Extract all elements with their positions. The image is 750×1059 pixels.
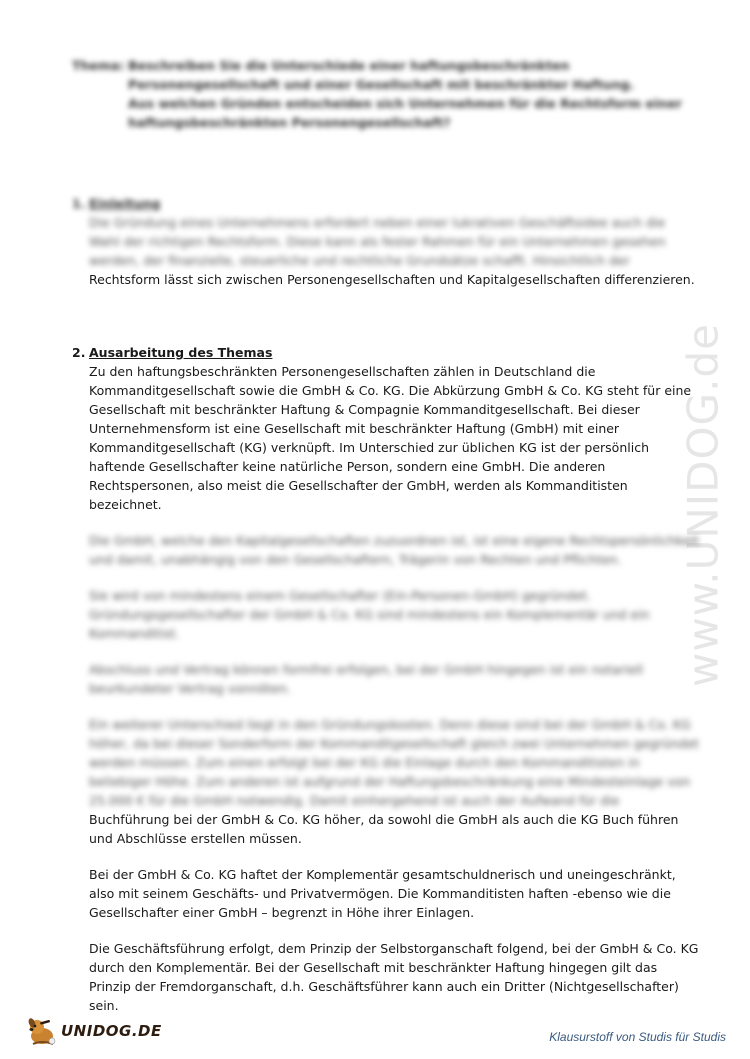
blurred-paragraph [89,586,692,643]
topic-line: Aus welchen Gründen entscheiden sich Unternehmen für die Rechtsform einer [128,96,682,111]
text-line: sein. [89,998,119,1013]
text-line: Buchführung bei der GmbH & Co. KG höher, da sowohl die GmbH als auch die KG Buch führen [89,812,679,827]
dog-mascot-icon [25,1014,59,1048]
blurred-line: Wahl der richtigen Rechtsform. Diese kann als fester Rahmen für ein Unternehmen gesehen [89,234,666,249]
blurred-line: Gründungsgesellschafter der GmbH & Co. KG sind mindestens ein Komplementär und ein [89,607,650,622]
blurred-line: beliebiger Höhe. Zum anderen ist aufgrund der Haftungsbeschränkung eine Mindesteinlage von [89,774,691,789]
blurred-line: Ein weiterer Unterschied liegt in den Gründungskosten. Denn diese sind bei der GmbH & Co. KG [89,717,691,732]
blurred-line: höher, da bei dieser Sonderform der Kommanditgesellschaft gleich zwei Unternehmen gegründet [89,736,699,751]
section-number: 1. [72,196,86,211]
text-line: und Abschlüsse erstellen müssen. [89,831,302,846]
blurred-line: Sie wird von mindestens einem Gesellschafter (Ein-Personen-GmbH) gegründet. [89,588,591,603]
footer-slogan: Klausurstoff von Studis für Studis [549,1030,726,1044]
footer-logo[interactable] [25,1013,162,1049]
section-elaboration [72,343,700,1015]
blurred-line: Abschluss und Vertrag können formfrei erfolgen, bei der GmbH hingegen ist ein notariell [89,662,643,677]
paragraph-buchfuehrung [89,810,692,848]
blurred-line: werden müssen. Zum einen erfolgt bei der KG die Einlage durch den Kommanditisten in [89,755,640,770]
blurred-paragraph [89,660,692,698]
topic-line: Personengesellschaft und einer Gesellschaft mit beschränkter Haftung. [128,77,635,92]
section-title: Ausarbeitung des Themas [89,345,273,360]
text-line: durch den Komplementär. Bei der Gesellschaft mit beschränkter Haftung hingegen gilt das [89,960,658,975]
blurred-section [89,531,700,810]
blurred-line: Die GmbH, welche den Kapitalgesellschaften zuzuordnen ist, ist eine eigene Rechtspersönlichkeit [89,533,700,548]
watermark: www.UNIDOG.de [678,323,728,687]
text-line: bezeichnet. [89,497,162,512]
brand-name: UNIDOG.DE [61,1022,162,1040]
paragraph-haftung [89,865,692,922]
blurred-line: beurkundeter Vertrag vonnöten. [89,681,291,696]
blurred-paragraph [89,531,700,569]
text-line: Kommanditgesellschaft sowie die GmbH & Co. KG. Die Abkürzung GmbH & Co. KG steht für eine [89,383,692,398]
text-line: Unternehmensform ist eine Gesellschaft mit beschränkter Haftung (GmbH) mit einer [89,421,620,436]
text-line: also mit seinem Geschäfts- und Privatvermögen. Die Kommanditisten haften -ebenso wie die [89,886,671,901]
blurred-line: werden, der finanzielle, steuerliche und rechtliche Grundsätze schafft. Hinsichtlich der [89,253,630,268]
section-number: 2. [72,345,86,360]
text-line: Kommanditgesellschaft (KG) verknüpft. Im Unterschied zur üblichen KG ist der persönlich [89,440,649,455]
paragraph-geschaeftsfuehrung [89,939,699,1015]
text-line: haftende Gesellschafter keine natürliche Person, sondern eine GmbH. Die anderen [89,459,606,474]
text-line: Gesellschaft mit beschränkter Haftung & Compagnie Kommanditgesellschaft. Bei dieser [89,402,640,417]
text-line: Rechtspersonen, also meist die Gesellschafter der GmbH, werden als Kommanditisten [89,478,628,493]
blurred-line: Die Gründung eines Unternehmens erfordert neben einer lukrativen Geschäftsidee auch die [89,215,666,230]
topic-line: Beschreiben Sie die Unterschiede einer haftungsbeschränkten [128,58,570,73]
section-introduction [72,194,695,289]
blurred-line: und damit, unabhängig von den Gesellschaftern, Trägerin von Rechten und Pflichten. [89,552,622,567]
paragraph-personengesellschaften [89,362,692,514]
section-title: Einleitung [89,196,161,211]
text-line: Bei der GmbH & Co. KG haftet der Komplementär gesamtschuldnerisch und uneingeschränkt, [89,867,676,882]
topic-block [72,56,692,132]
topic-line: haftungsbeschränkten Personengesellschaft? [128,115,451,130]
blurred-paragraph [89,715,699,810]
text-line: Gesellschafter einer GmbH – begrenzt in Höhe ihrer Einlagen. [89,905,475,920]
text-line: Zu den haftungsbeschränkten Personengesellschaften zählen in Deutschland die [89,364,596,379]
text-line: Prinzip der Fremdorganschaft, d.h. Geschäftsführer kann auch ein Dritter (Nichtgesellschafter) [89,979,679,994]
topic-label: Thema: [72,58,125,73]
blurred-line: Kommanditist. [89,626,180,641]
text-line: Die Geschäftsführung erfolgt, dem Prinzip der Selbstorganschaft folgend, bei der GmbH & Co. KG [89,941,699,956]
blurred-line: 25.000 € für die GmbH notwendig. Damit einhergehend ist auch der Aufwand für die [89,793,620,808]
intro-clear-line: Rechtsform lässt sich zwischen Personengesellschaften und Kapitalgesellschaften differenzieren. [89,272,695,287]
